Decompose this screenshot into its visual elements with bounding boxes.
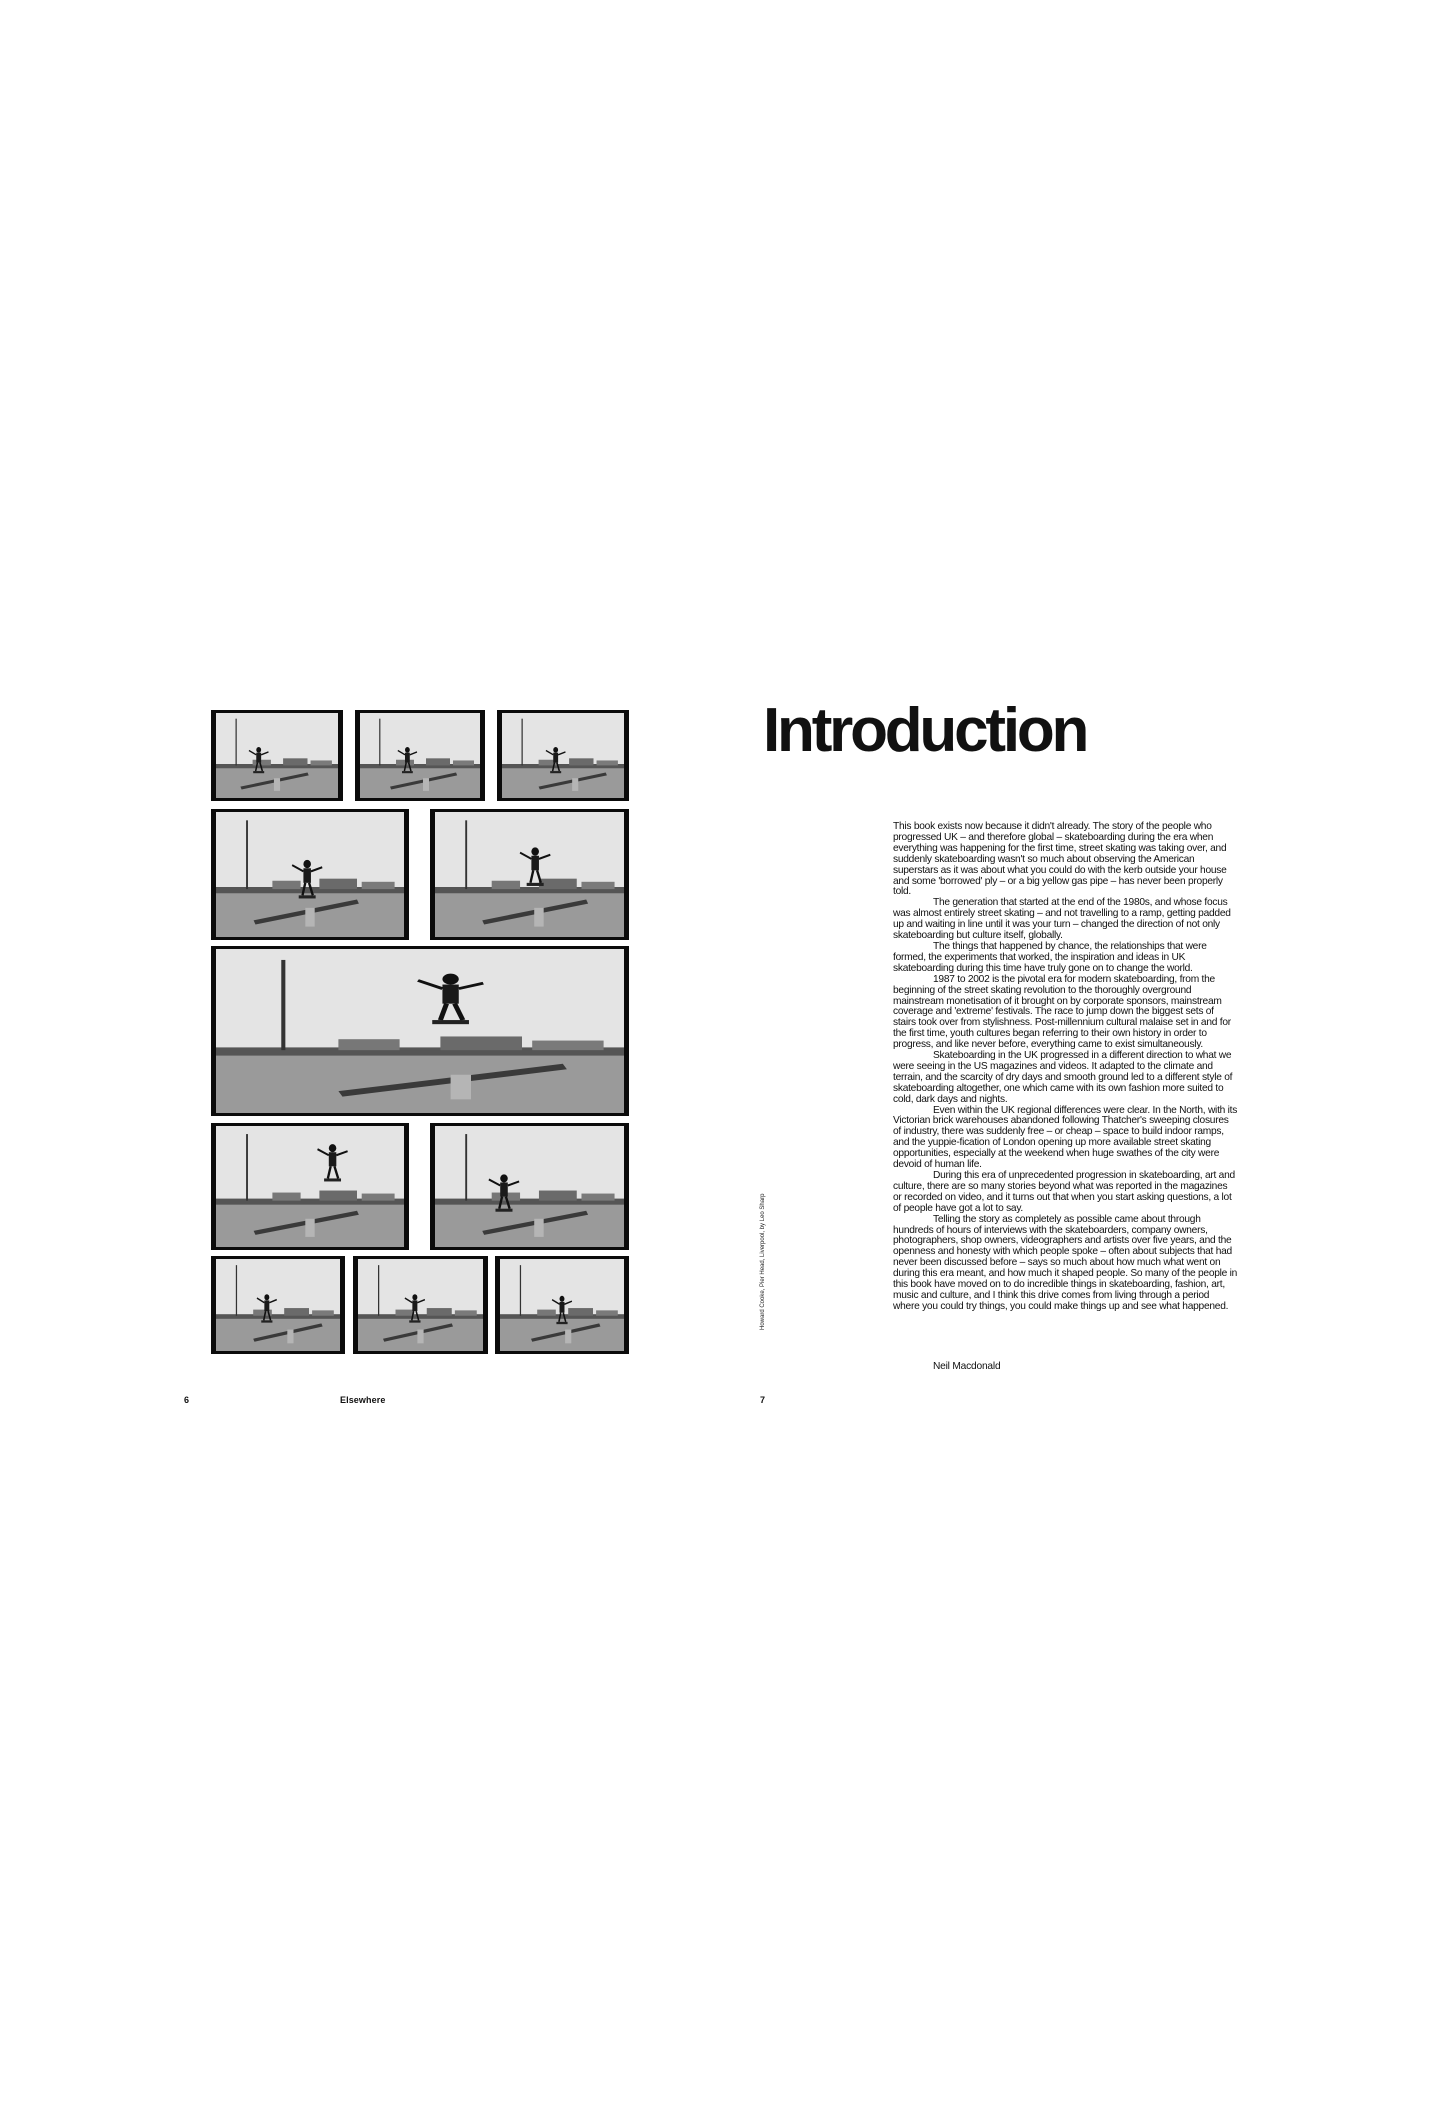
- photo-frame: [355, 710, 485, 801]
- paragraph: Telling the story as completely as possible came about through hundreds of hours of interviews with the skateboarders, company owners, photographers, shop owners, videographers and artists over five years, and the openness and honesty with which people spoke – often about subjects that had never been discussed before – says so much about how much what went on during this era meant, and how much it shaped people. So many of the people in this book have moved on to do incredible things in skateboarding, fashion, art, music and culture, and I think this drive comes from living through a period where you could try things, you could make things up and see what happened.: [893, 1213, 1238, 1312]
- photo-frame: [495, 1256, 629, 1354]
- photo-frame: [211, 1256, 345, 1354]
- page-title: Introduction: [763, 696, 1087, 765]
- paragraph: This book exists now because it didn't already. The story of the people who progressed UK – and therefore global – skateboarding during the era when everything was happening for the first time, street skating was taking over, and suddenly skateboarding wasn't so much about observing the American superstars as it was about what you could do with the kerb outside your house and some 'borrowed' ply – or a big yellow gas pipe – has never been properly told.: [893, 821, 1227, 898]
- photo-frame: [211, 710, 343, 801]
- paragraph: 1987 to 2002 is the pivotal era for modern skateboarding, from the beginning of the street skating revolution to the thoroughly overground mainstream monetisation of it brought on by corporate sponsors, mainstream coverage and 'extreme' festivals. The race to jump down the biggest sets of stairs took over from stylishness. Post-millennium cultural malaise set in and for the first time, youth cultures began referring to their own history in order to progress, and like never before, everything came to exist simultaneously.: [893, 973, 1231, 1051]
- author-signature: Neil Macdonald: [933, 1361, 1001, 1372]
- skate-photo: [502, 713, 624, 798]
- paragraph: During this era of unprecedented progression in skateboarding, art and culture, there are so many stories beyond what was reported in the magazines or recorded on video, and it turns out that when you start asking questions, a lot of people have got a lot to say.: [893, 1170, 1235, 1214]
- photo-frame: [430, 809, 629, 940]
- photo-credit: Howard Cooke, Pier Head, Liverpool, by Leo Sharp: [760, 1193, 766, 1330]
- skate-photo: [216, 812, 404, 937]
- skate-photo: [500, 1259, 624, 1351]
- paragraph: The things that happened by chance, the relationships that were formed, the experiments that worked, the inspiration and ideas in UK skateboarding during this time have truly gone on to change the world.: [893, 940, 1207, 974]
- skate-photo: [216, 713, 338, 798]
- photo-frame: [211, 809, 409, 940]
- skate-photo: [216, 1126, 404, 1247]
- skate-photo: [435, 812, 624, 937]
- paragraph: The generation that started at the end of the 1980s, and whose focus was almost entirely street skating – and not travelling to a ramp, getting padded up and waiting in line until it was your turn – changed the direction of not only skateboarding but culture itself, globally.: [893, 897, 1231, 942]
- skate-photo: [360, 713, 480, 798]
- paragraph: Even within the UK regional differences were clear. In the North, with its Victorian brick warehouses abandoned following Thatcher's sweeping closures of industry, there was suddenly free – or cheap – space to build indoor ramps, and the yuppie-fication of London opening up more available street skating opportunities, especially at the weekend when huge swathes of the city were devoid of human life.: [893, 1104, 1238, 1171]
- photo-frame: [353, 1256, 488, 1354]
- body-text: [893, 822, 1238, 1313]
- running-head: Elsewhere: [340, 1395, 386, 1405]
- photo-frame: [211, 1123, 409, 1250]
- photo-frame: [497, 710, 629, 801]
- skate-photo: [358, 1259, 483, 1351]
- paragraph: Skateboarding in the UK progressed in a different direction to what we were seeing in the US magazines and videos. It adapted to the climate and terrain, and the scarcity of dry days and smooth ground led to a different style of skateboarding altogether, one which came with its own fashion more suited to cold, dark days and nights.: [893, 1050, 1233, 1105]
- skate-photo: [435, 1126, 624, 1247]
- page-number-left: 6: [184, 1395, 190, 1405]
- photo-frame: [211, 946, 629, 1116]
- skate-photo: [216, 1259, 340, 1351]
- skate-photo: [216, 949, 624, 1113]
- page-number-right: 7: [760, 1395, 766, 1405]
- photo-frame: [430, 1123, 629, 1250]
